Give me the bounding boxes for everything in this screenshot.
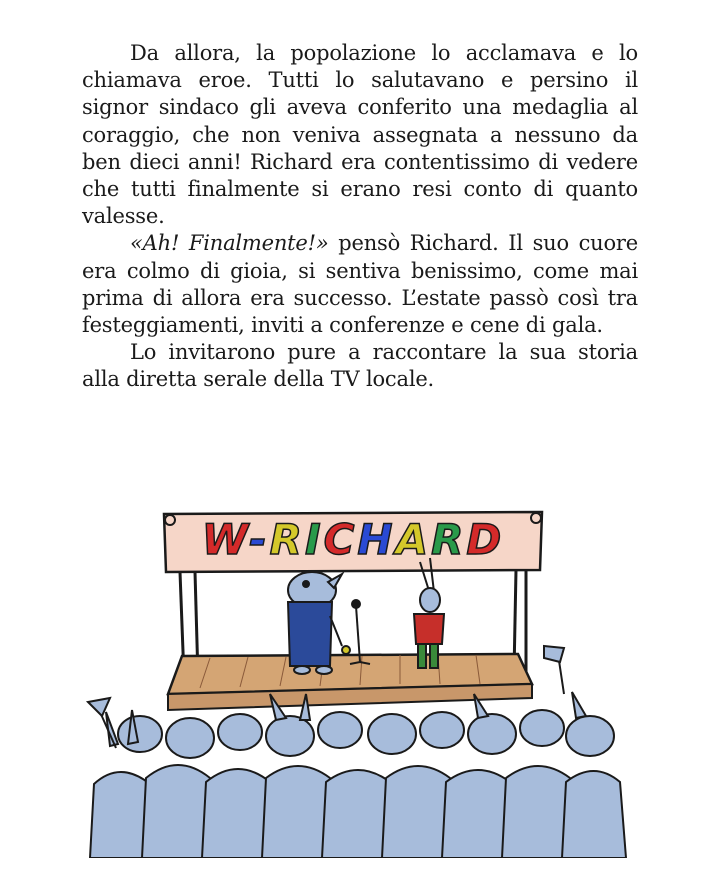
audience-back-row: [118, 710, 614, 758]
audience-front-row: [90, 765, 626, 858]
paragraph-2: [82, 230, 638, 339]
paragraph-3: Lo invitarono pure a raccontare la sua storia alla diretta serale della TV locale.: [82, 340, 638, 392]
paragraph-2-text: pensò Richard. Il suo cuore era colmo di gioia, si sentiva benissimo, come mai prima di allora era successo. L’estate passò così tra festeggiamenti, inviti a conferenze e cene di gala.: [82, 231, 638, 338]
exclamation-quote: «Ah! Finalmente!»: [130, 231, 329, 256]
rabbit-character: [414, 558, 444, 668]
stage-illustration: [80, 498, 640, 858]
story-text: [82, 40, 638, 394]
paragraph-1: Da allora, la popolazione lo acclamava e lo chiamava eroe. Tutti lo salutavano e persino il signor sindaco gli aveva conferito una medaglia al coraggio, che non veniva assegnata a nessuno da ben dieci anni! Richard era contentissimo di vedere che tutti finalmente si erano resi conto di quanto valesse.: [82, 41, 638, 229]
banner: [164, 512, 542, 572]
banner-text: W-RICHARD: [201, 515, 505, 564]
